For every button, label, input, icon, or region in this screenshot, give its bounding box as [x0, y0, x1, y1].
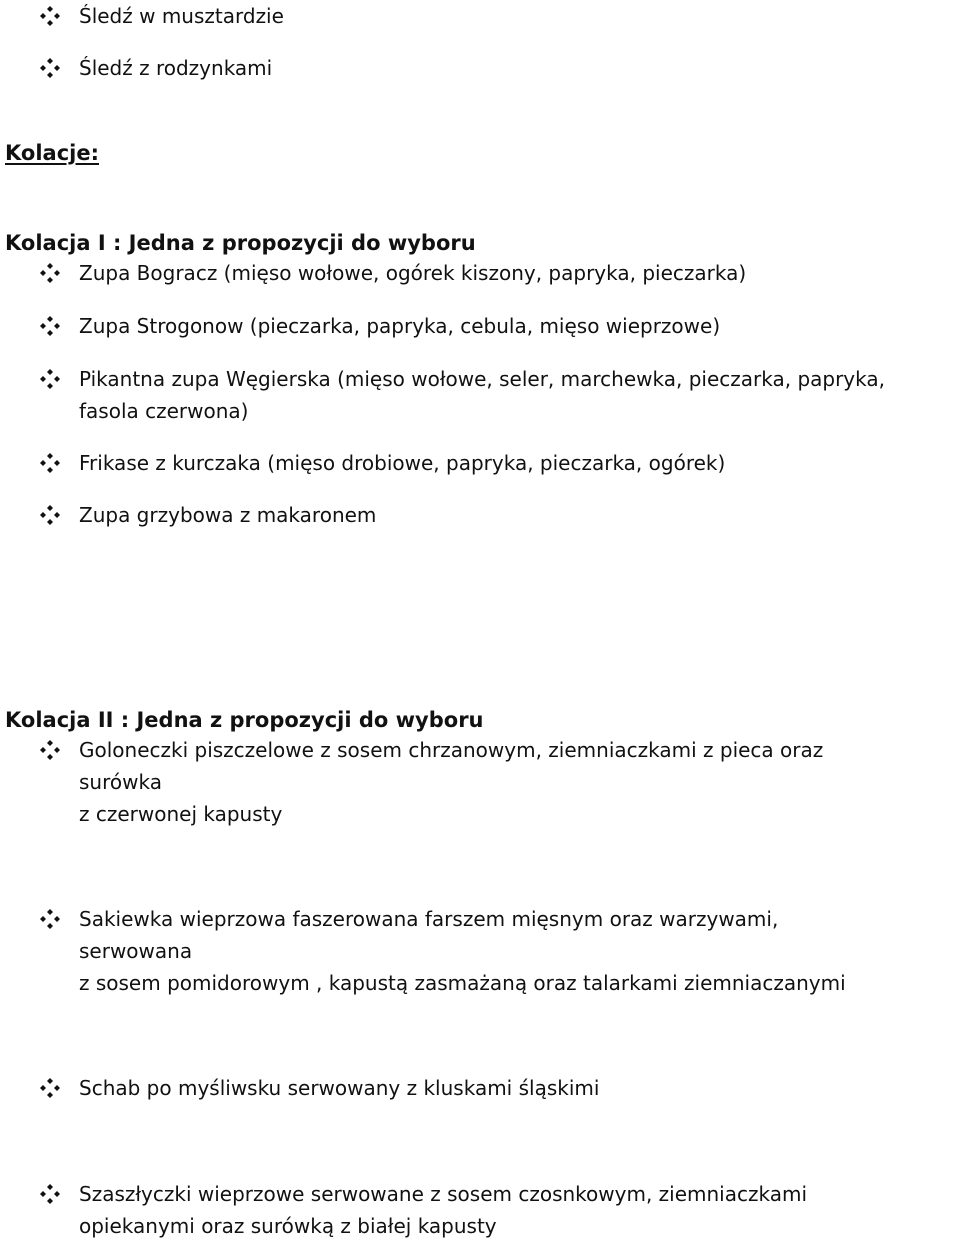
section-title: Kolacje:: [5, 141, 99, 165]
diamond-bullet-icon: [40, 263, 60, 283]
list-item-line: Pikantna zupa Węgierska (mięso wołowe, seler, marchewka, pieczarka, papryka,: [79, 367, 885, 391]
list-item-text: [79, 447, 950, 479]
diamond-bullet-icon: [40, 740, 60, 760]
list-item-text: [79, 1178, 950, 1242]
list-item-line: Zupa Strogonow (pieczarka, papryka, cebula, mięso wieprzowe): [79, 314, 721, 338]
diamond-bullet-icon: [40, 58, 60, 78]
list-item-line: Schab po myśliwsku serwowany z kluskami śląskimi: [79, 1076, 600, 1100]
list-item-text: [79, 363, 950, 427]
diamond-bullet-icon: [40, 909, 60, 929]
list-item-line: Śledź w musztardzie: [79, 4, 284, 28]
diamond-bullet-icon: [40, 505, 60, 525]
list-item-line: Frikase z kurczaka (mięso drobiowe, papryka, pieczarka, ogórek): [79, 451, 726, 475]
diamond-bullet-icon: [40, 6, 60, 26]
diamond-bullet-icon: [40, 1184, 60, 1204]
list-item-text: [79, 0, 950, 32]
list-item-line: opiekanymi oraz surówką z białej kapusty: [79, 1214, 497, 1238]
list-item-line: Śledź z rodzynkami: [79, 56, 273, 80]
list-item-line: Goloneczki piszczelowe z sosem chrzanowym, ziemniaczkami z pieca oraz: [79, 738, 824, 762]
list-item-text: [79, 1072, 950, 1104]
list-item-line: fasola czerwona): [79, 399, 249, 423]
list-item-line: z sosem pomidorowym , kapustą zasmażaną oraz talarkami ziemniaczanymi: [79, 971, 846, 995]
list-item-text: [79, 734, 950, 830]
list-item-line: Sakiewka wieprzowa faszerowana farszem mięsnym oraz warzywami,: [79, 907, 779, 931]
list-item-line: Zupa Bogracz (mięso wołowe, ogórek kiszony, papryka, pieczarka): [79, 261, 747, 285]
diamond-bullet-icon: [40, 1078, 60, 1098]
kolacja-2-heading: Kolacja II : Jedna z propozycji do wyboru: [5, 708, 484, 732]
list-item-text: [79, 903, 950, 999]
list-item-text: [79, 310, 950, 342]
list-item-line: surówka: [79, 770, 162, 794]
list-item-line: z czerwonej kapusty: [79, 802, 283, 826]
list-item-line: Szaszłyczki wieprzowe serwowane z sosem czosnkowym, ziemniaczkami: [79, 1182, 808, 1206]
diamond-bullet-icon: [40, 369, 60, 389]
diamond-bullet-icon: [40, 453, 60, 473]
list-item-text: [79, 257, 950, 289]
list-item-line: Zupa grzybowa z makaronem: [79, 503, 377, 527]
list-item-text: [79, 499, 950, 531]
kolacja-1-heading: Kolacja I : Jedna z propozycji do wyboru: [5, 231, 476, 255]
diamond-bullet-icon: [40, 316, 60, 336]
list-item-text: [79, 52, 950, 84]
list-item-line: serwowana: [79, 939, 193, 963]
